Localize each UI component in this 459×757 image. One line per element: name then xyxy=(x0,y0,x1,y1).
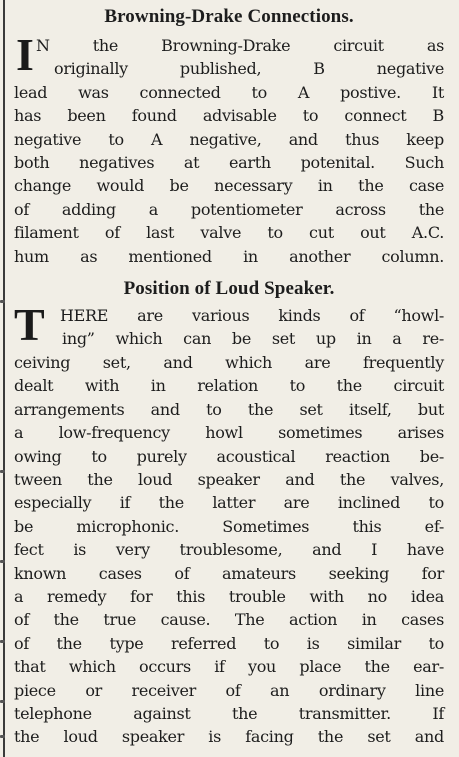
article1-line: of adding a potentiometer across the xyxy=(14,199,444,219)
article2-line: known cases of amateurs seeking for xyxy=(14,563,444,583)
article2-line: ceiving set, and which are frequently xyxy=(14,352,444,372)
article2-line: tween the loud speaker and the valves, xyxy=(14,469,444,489)
article2-line: be microphonic. Sometimes this ef- xyxy=(14,516,444,536)
article1-line: negative to A negative, and thus keep xyxy=(14,129,444,149)
article1-line: N the Browning-Drake circuit as xyxy=(36,36,444,55)
article-column xyxy=(14,4,444,749)
article2-line: ing” which can be set up in a re- xyxy=(62,329,444,349)
article1-heading: Browning-Drake Connections. xyxy=(104,6,354,27)
margin-marks xyxy=(0,0,6,757)
article2-line: of the true cause. The action in cases xyxy=(14,610,444,630)
article2-line: especially if the latter are inclined to xyxy=(14,493,444,513)
article1-line: originally published, B negative xyxy=(54,59,444,79)
article2-line: piece or receiver of an ordinary line xyxy=(14,680,444,700)
article2-dropcap: T xyxy=(14,299,45,351)
article2-line: dealt with in relation to the circuit xyxy=(14,376,444,396)
article2-line: owing to purely acoustical reaction be- xyxy=(14,446,444,466)
article2-line: HERE are various kinds of “howl- xyxy=(60,306,444,326)
article2-line: a remedy for this trouble with no idea xyxy=(14,586,444,606)
article2-heading: Position of Loud Speaker. xyxy=(123,278,335,300)
article2-line: arrangements and to the set itself, but xyxy=(14,399,444,419)
article2-line: that which occurs if you place the ear- xyxy=(14,657,444,677)
article2-line: fect is very troublesome, and I have xyxy=(14,540,444,560)
article2-line: a low-frequency howl sometimes arises xyxy=(14,423,444,443)
article1-line: both negatives at earth potenital. Such xyxy=(14,153,444,173)
article2-body xyxy=(14,299,444,749)
article2-line: the loud speaker is facing the set and xyxy=(14,727,444,747)
article1-line: filament of last valve to cut out A.C. xyxy=(14,223,444,243)
article2-line: of the type referred to is similar to xyxy=(14,633,444,653)
article1-line: has been found advisable to connect B xyxy=(14,106,444,126)
article1-line: lead was connected to A postive. It xyxy=(14,82,444,102)
article2-line: telephone against the transmitter. If xyxy=(14,703,444,723)
article1-dropcap: I xyxy=(16,29,34,80)
article1-line: hum as mentioned in another column. xyxy=(14,246,444,266)
article1-body xyxy=(14,29,444,268)
article1-line: change would be necessary in the case xyxy=(14,176,444,196)
